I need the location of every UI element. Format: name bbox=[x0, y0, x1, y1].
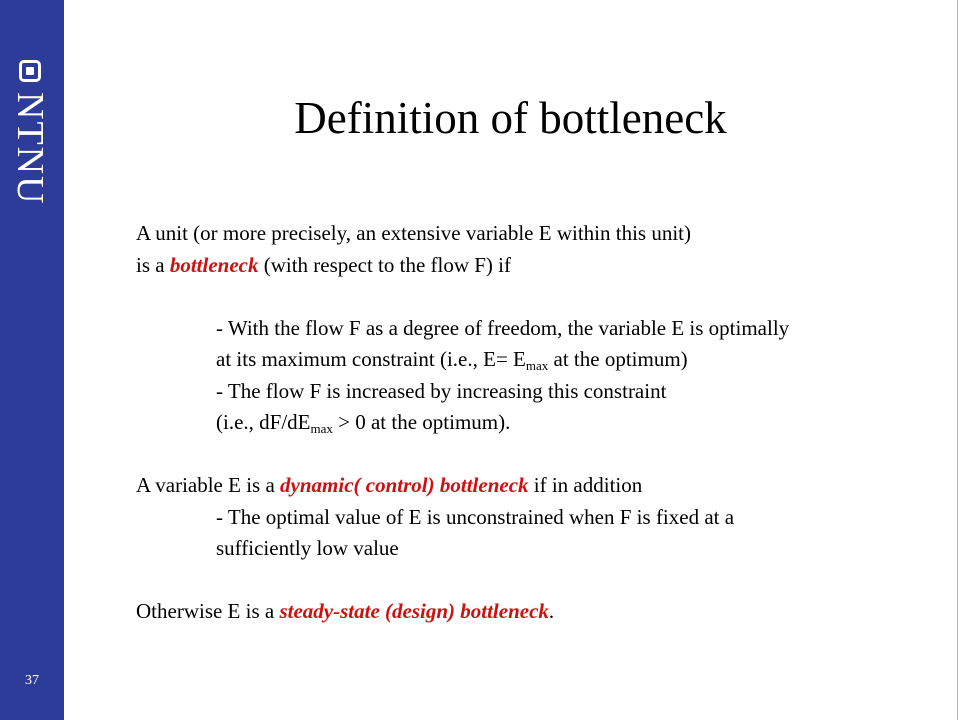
condition2-line2: (i.e., $dF/dE_{max} > 0$ at the optimum). bbox=[216, 410, 511, 436]
slide-body bbox=[136, 218, 951, 628]
term-bottleneck: bottleneck bbox=[169, 252, 259, 277]
term-steady-state-bottleneck: steady-state (design) bottleneck bbox=[279, 599, 549, 623]
sidebar bbox=[0, 0, 64, 720]
ntnu-logo-text: NTNU bbox=[9, 92, 51, 206]
condition1-line1: - With the flow F as a degree of freedom, the variable E is optimally bbox=[216, 315, 790, 340]
para2-line1: A variable E is a dynamic( control) bottleneck if in addition bbox=[136, 473, 643, 497]
condition2-line1: - The flow F is increased by increasing this constraint bbox=[216, 378, 667, 403]
para2-line3: sufficiently low value bbox=[216, 536, 399, 560]
para1-line1: A unit (or more precisely, an extensive variable E within this unit) bbox=[136, 221, 691, 245]
para1-line2: is a bottleneck (with respect to the flow F) if bbox=[136, 252, 512, 277]
ntnu-logo-icon bbox=[19, 60, 41, 82]
right-border bbox=[957, 0, 958, 720]
para3-line: Otherwise E is a steady-state (design) bottleneck. bbox=[136, 599, 555, 623]
slide-title: Definition of bottleneck bbox=[294, 93, 727, 143]
term-dynamic-bottleneck: dynamic( control) bottleneck bbox=[280, 473, 529, 497]
condition1-line2: at its maximum constraint (i.e., $E= E_{max}$ at the optimum) bbox=[216, 347, 688, 373]
page-number: 37 bbox=[25, 673, 39, 688]
para2-line2: - The optimal value of E is unconstrained when F is fixed at a bbox=[216, 504, 735, 529]
